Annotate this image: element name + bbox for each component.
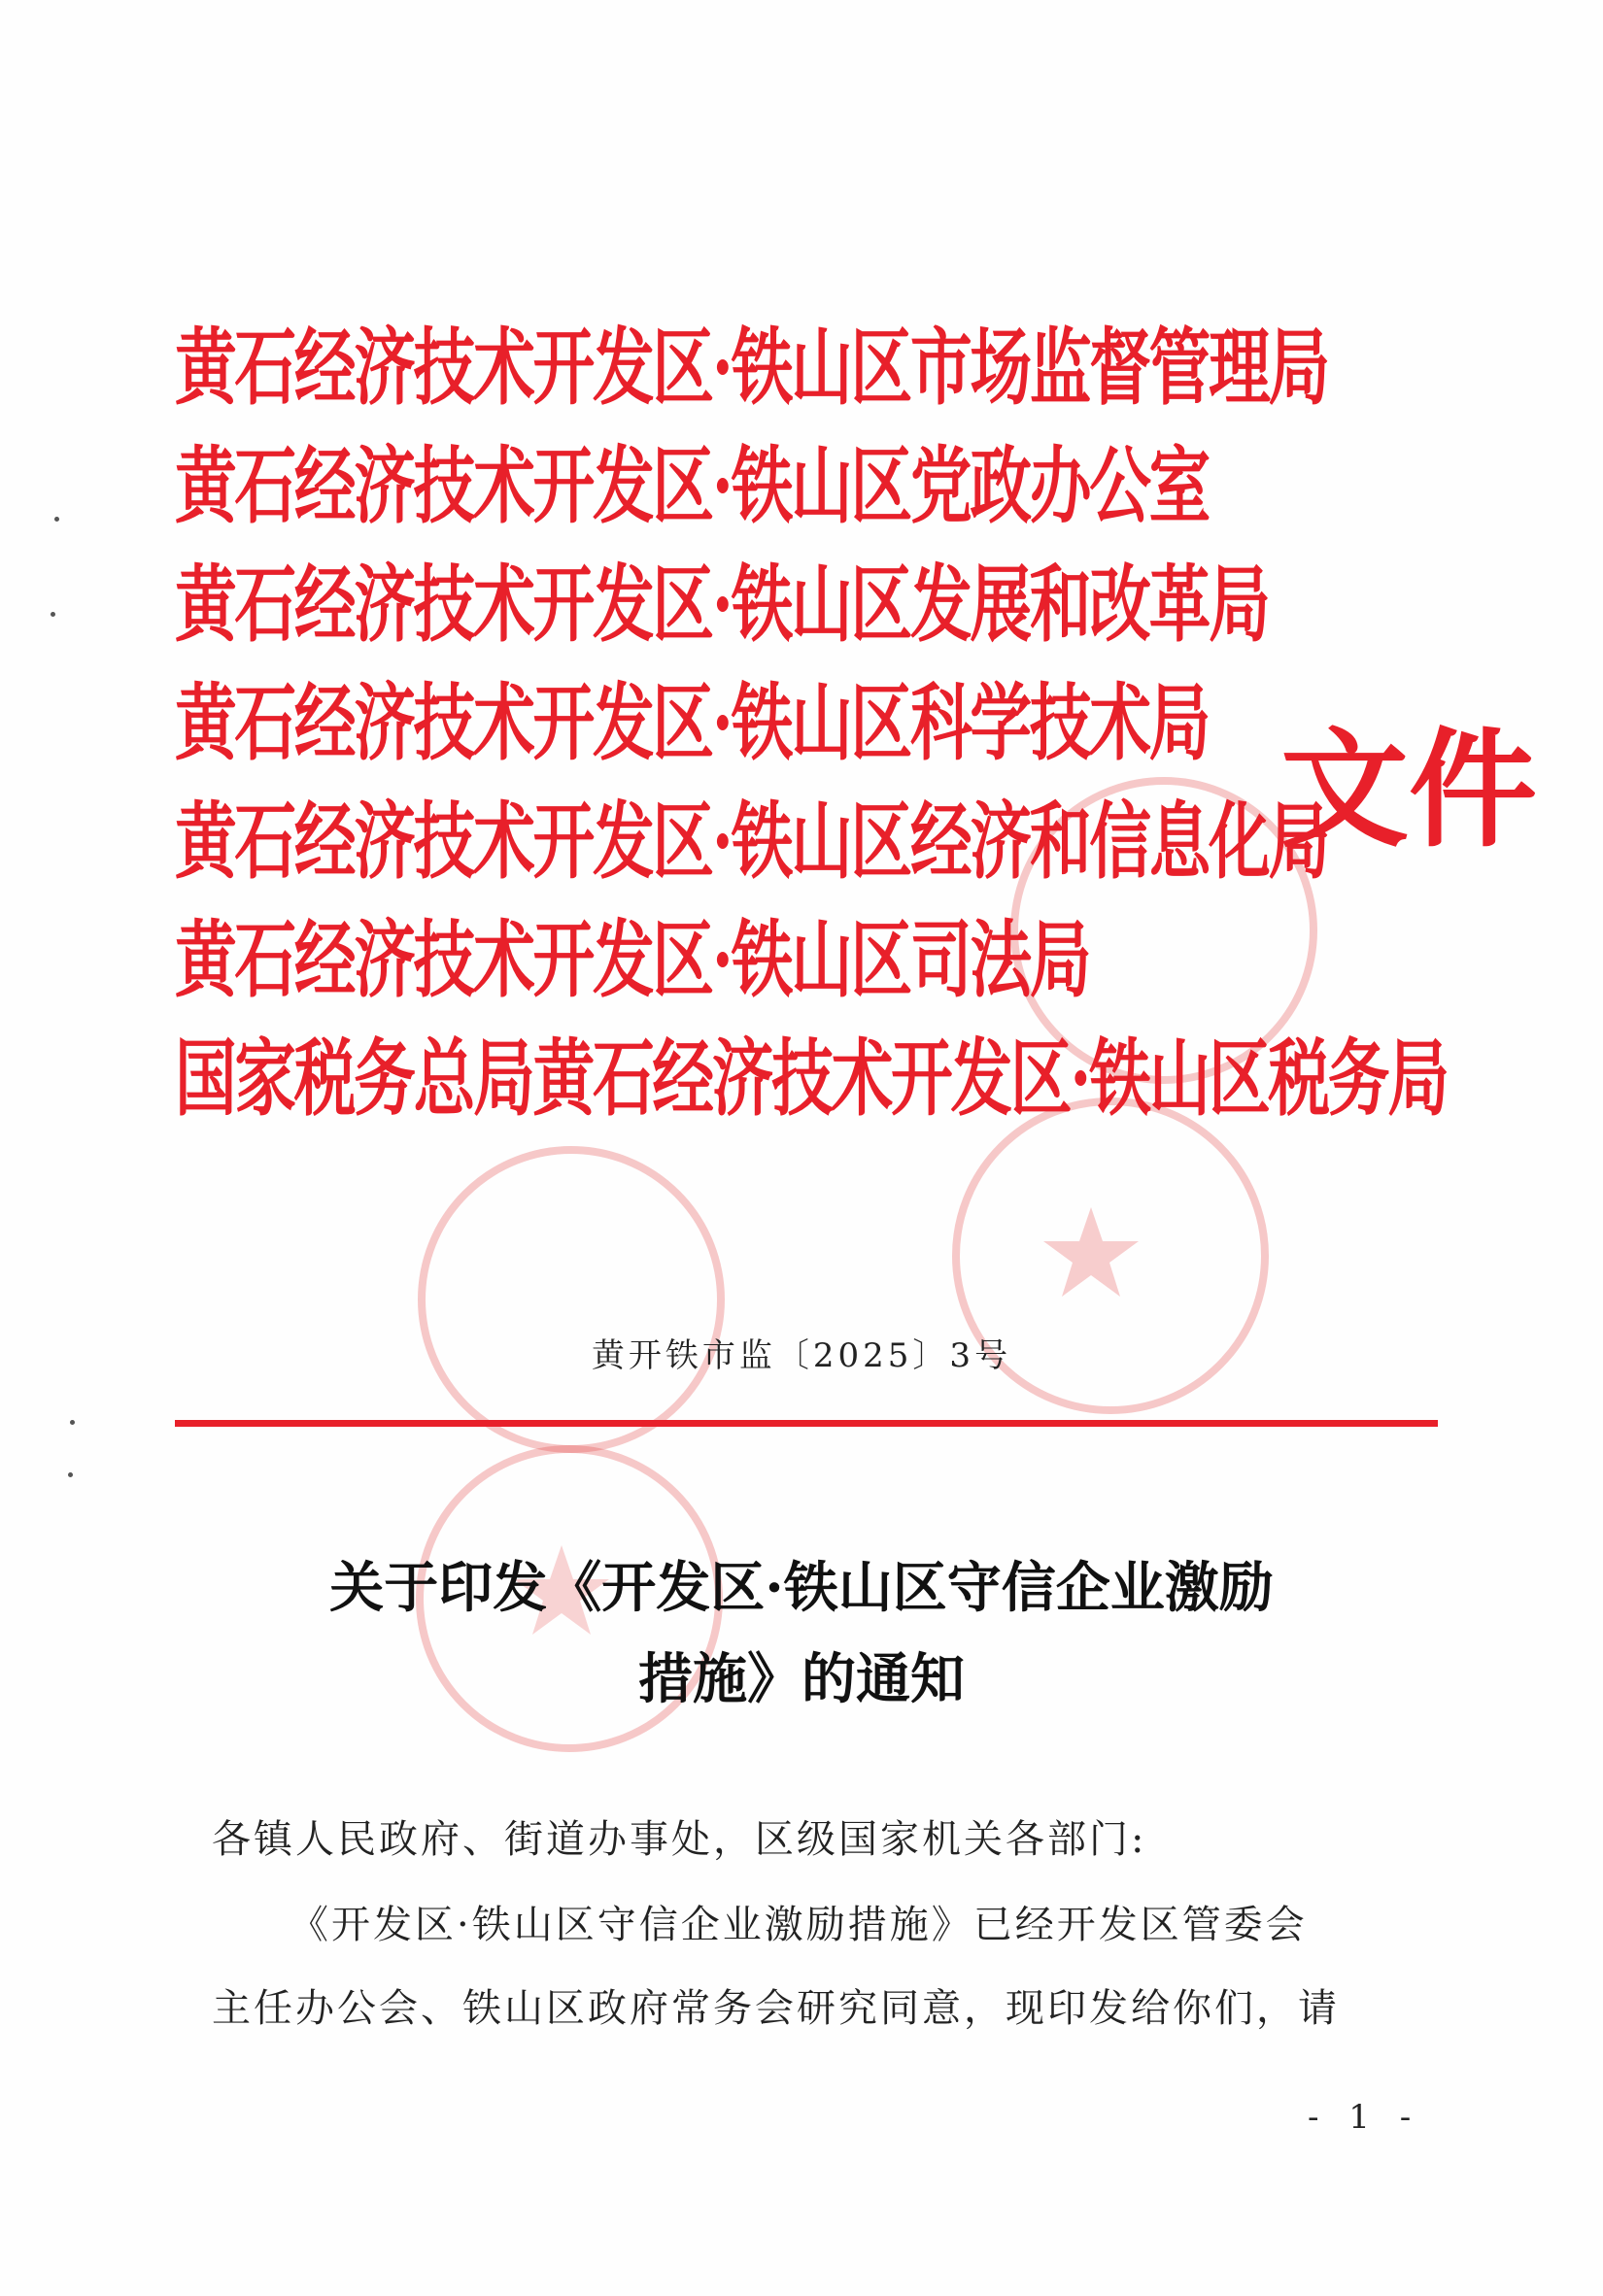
scan-mark bbox=[51, 612, 55, 617]
salutation: 各镇人民政府、街道办事处，区级国家机关各部门: bbox=[212, 1817, 1147, 1862]
scan-mark bbox=[54, 517, 59, 522]
issuer-name: 国家税务总局黄石经济技术开发区·铁山区税务局 bbox=[175, 1030, 1448, 1128]
issuer-name: 黄石经济技术开发区·铁山区市场监督管理局 bbox=[175, 319, 1328, 417]
scan-mark bbox=[70, 1420, 75, 1425]
document-word: 文件 bbox=[1280, 715, 1537, 865]
document-title bbox=[0, 1542, 1603, 1725]
issuer-name: 黄石经济技术开发区·铁山区科学技术局 bbox=[175, 674, 1210, 772]
official-seal-1 bbox=[418, 1146, 725, 1453]
red-divider bbox=[175, 1420, 1438, 1427]
page-number: - 1 - bbox=[1308, 2098, 1421, 2137]
issuer-name: 黄石经济技术开发区·铁山区司法局 bbox=[175, 911, 1090, 1009]
document-number: 黄开铁市监〔2025〕3号 bbox=[591, 1336, 1012, 1375]
body-paragraph-line: 主任办公会、铁山区政府常务会研究同意，现印发给你们，请 bbox=[212, 1986, 1340, 2031]
body-paragraph-line: 《开发区·铁山区守信企业激励措施》已经开发区管委会 bbox=[290, 1903, 1308, 1947]
title-line: 关于印发《开发区·铁山区守信企业激励 bbox=[329, 1556, 1274, 1620]
issuer-name: 黄石经济技术开发区·铁山区经济和信息化局 bbox=[175, 793, 1328, 891]
title-line: 措施》的通知 bbox=[638, 1647, 965, 1711]
issuer-name: 黄石经济技术开发区·铁山区党政办公室 bbox=[175, 437, 1210, 535]
issuer-name: 黄石经济技术开发区·铁山区发展和改革局 bbox=[175, 556, 1269, 654]
scan-mark bbox=[68, 1472, 73, 1477]
